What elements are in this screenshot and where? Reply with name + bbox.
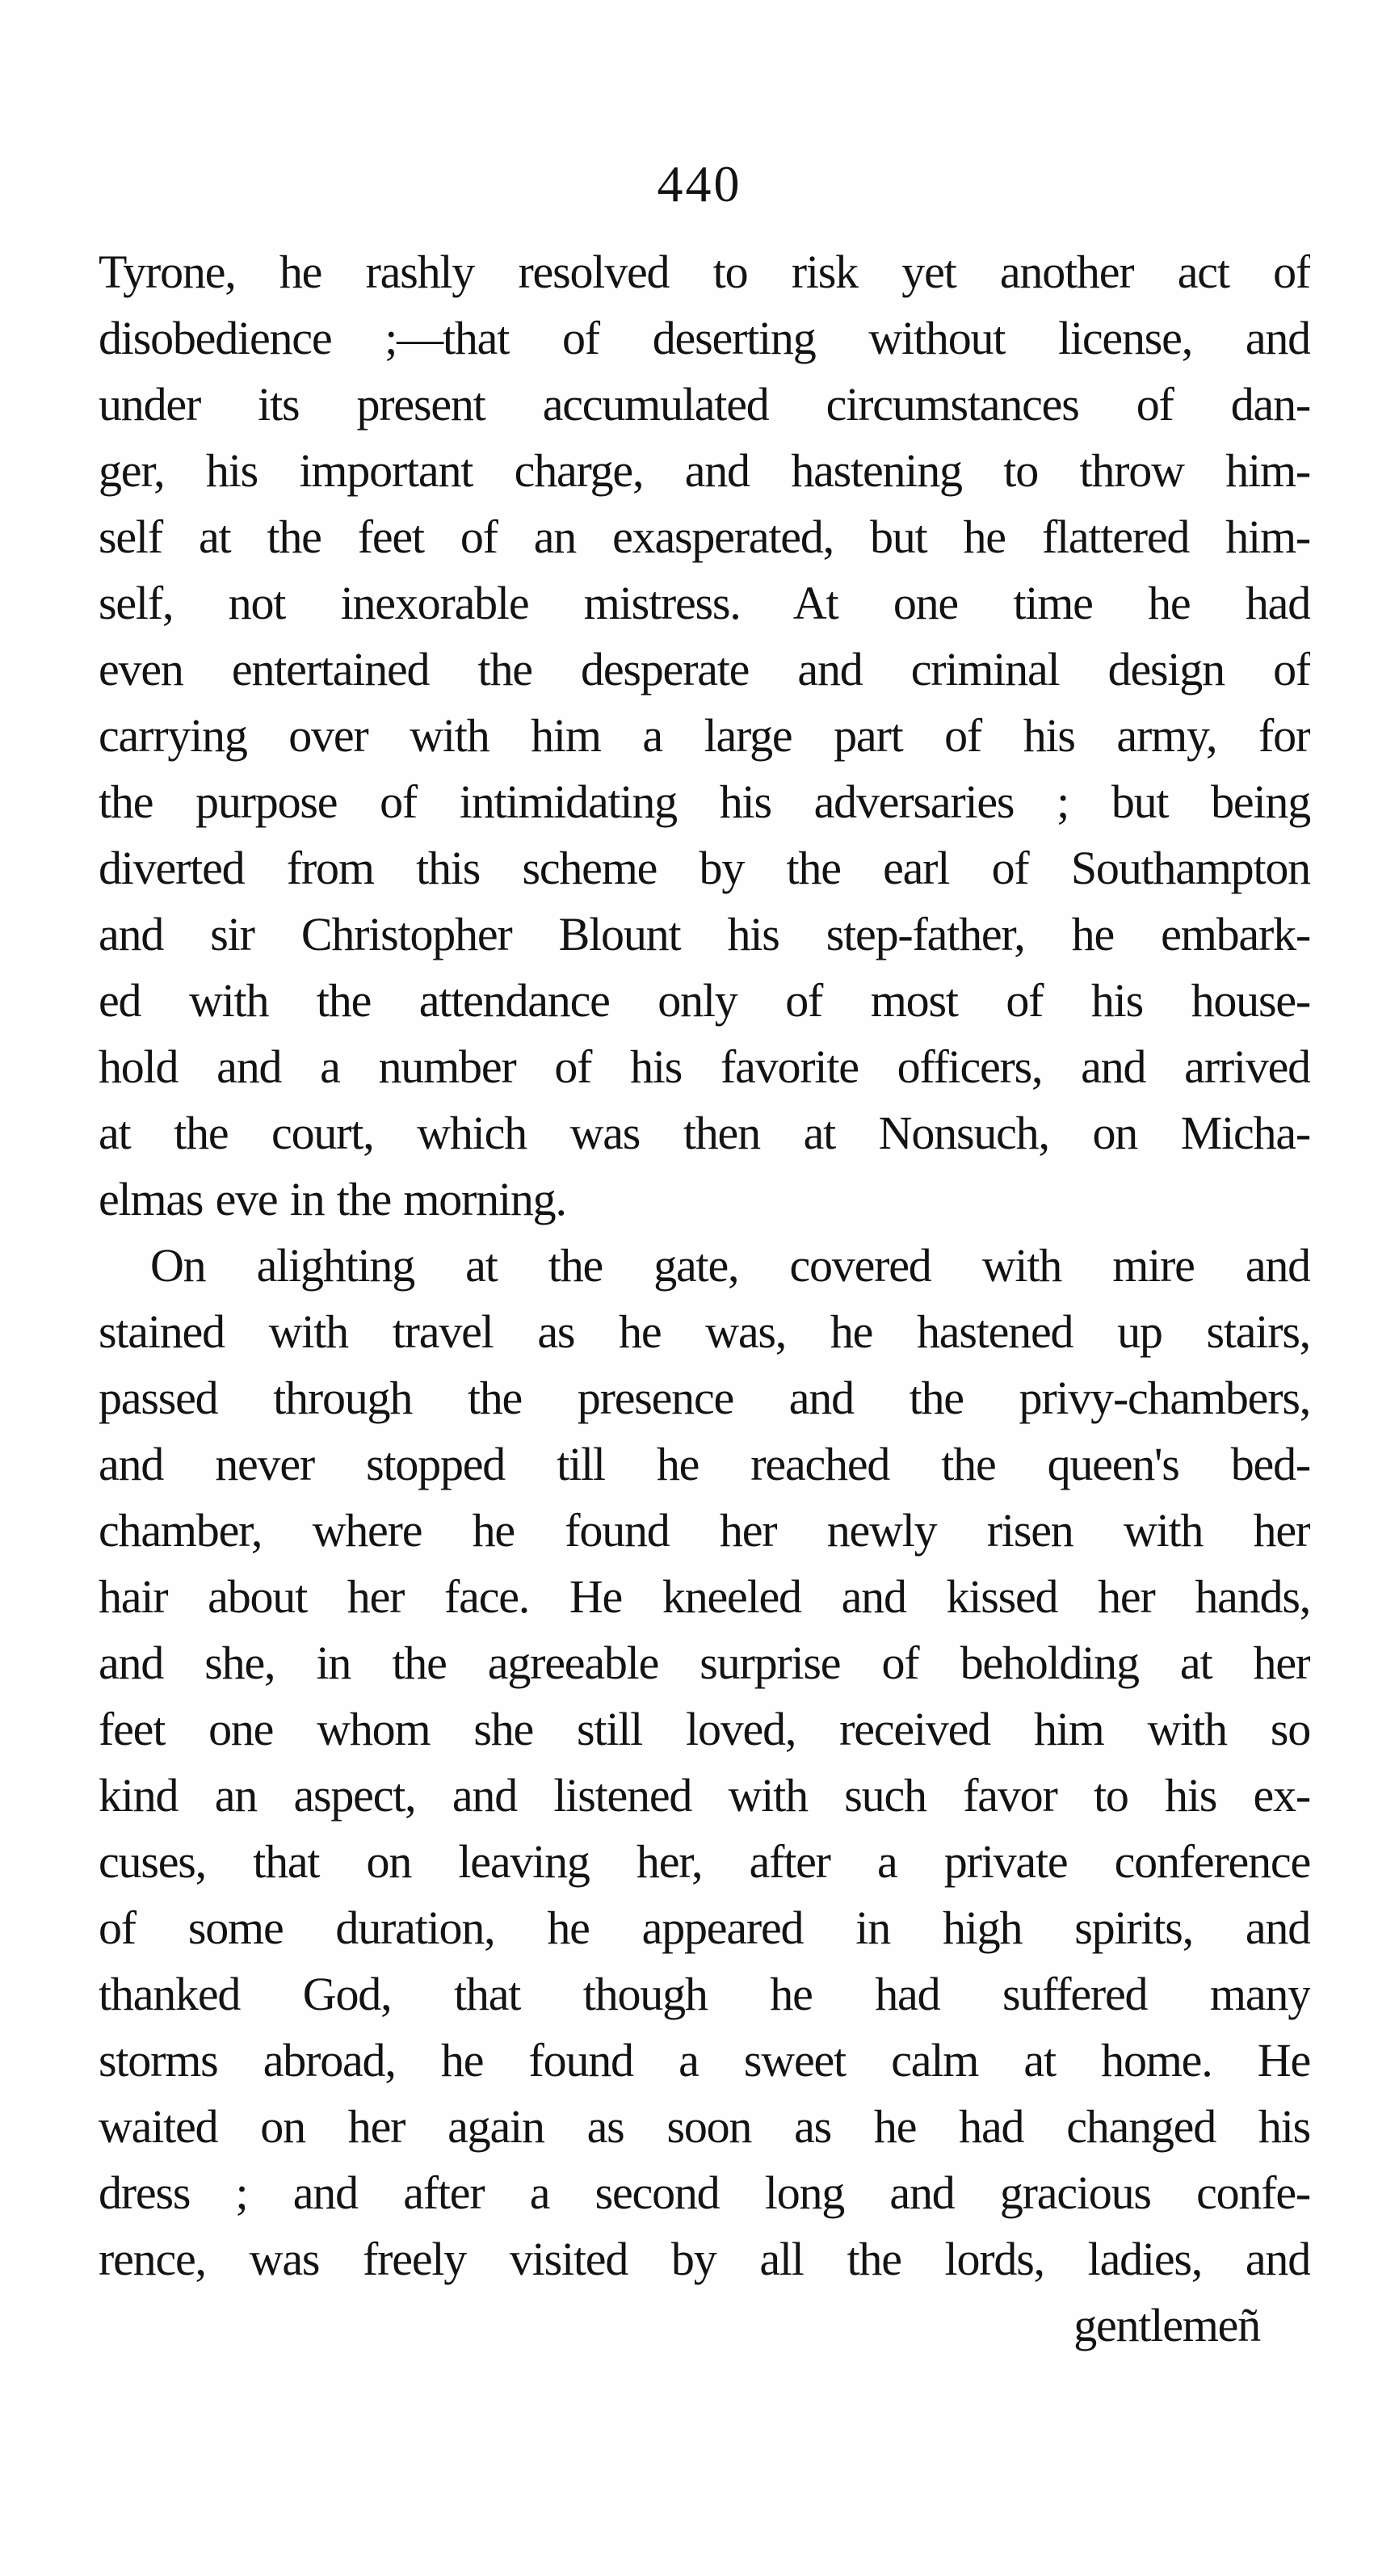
text-line: at the court, which was then at Nonsuch, on Micha-: [99, 1107, 1310, 1159]
text-line: self at the feet of an exasperated, but he flattered him-: [99, 511, 1310, 563]
text-line: On alighting at the gate, covered with mire and: [150, 1239, 1310, 1292]
text-line: the purpose of intimidating his adversaries ; but being: [99, 775, 1310, 828]
text-line: feet one whom she still loved, received him with so: [99, 1703, 1310, 1755]
catchword: gentlemeñ: [1073, 2299, 1260, 2351]
text-line: hold and a number of his favorite officers, and arrived: [99, 1040, 1310, 1093]
text-line: chamber, where he found her newly risen with her: [99, 1504, 1310, 1557]
text-line: rence, was freely visited by all the lords, ladies, and: [99, 2233, 1310, 2285]
paragraph: [99, 1233, 1310, 2292]
text-line: cuses, that on leaving her, after a private conference: [99, 1835, 1310, 1888]
text-line: waited on her again as soon as he had changed his: [99, 2100, 1310, 2153]
text-line: hair about her face. He kneeled and kissed her hands,: [99, 1570, 1310, 1623]
page-text: [99, 239, 1310, 2359]
text-line: thanked God, that though he had suffered many: [99, 1968, 1310, 2020]
text-line: ed with the attendance only of most of his house-: [99, 974, 1310, 1027]
text-line: Tyrone, he rashly resolved to risk yet another act of: [99, 246, 1310, 298]
page-number: 440: [657, 155, 742, 212]
text-line: and sir Christopher Blount his step-father, he embark-: [99, 908, 1310, 960]
text-line: even entertained the desperate and criminal design of: [99, 643, 1310, 695]
text-line: under its present accumulated circumstances of dan-: [99, 378, 1310, 431]
text-line: dress ; and after a second long and gracious confe-: [99, 2166, 1310, 2219]
text-line: storms abroad, he found a sweet calm at home. He: [99, 2034, 1310, 2086]
text-line: and she, in the agreeable surprise of beholding at her: [99, 1637, 1310, 1689]
text-line: diverted from this scheme by the earl of Southampton: [99, 842, 1310, 894]
text-line: of some duration, he appeared in high spirits, and: [99, 1902, 1310, 1954]
text-line: kind an aspect, and listened with such favor to his ex-: [99, 1769, 1310, 1822]
paragraph: [99, 239, 1310, 1233]
text-line: carrying over with him a large part of his army, for: [99, 709, 1310, 762]
text-line: disobedience ;—that of deserting without license, and: [99, 312, 1310, 364]
text-line: ger, his important charge, and hastening to throw him-: [99, 444, 1310, 497]
text-line: stained with travel as he was, he hastened up stairs,: [99, 1305, 1310, 1358]
text-line: self, not inexorable mistress. At one time he had: [99, 577, 1310, 629]
text-line: elmas eve in the morning.: [99, 1173, 566, 1225]
text-line: and never stopped till he reached the queen's bed-: [99, 1438, 1310, 1490]
text-line: passed through the presence and the privy-chambers,: [99, 1372, 1310, 1424]
